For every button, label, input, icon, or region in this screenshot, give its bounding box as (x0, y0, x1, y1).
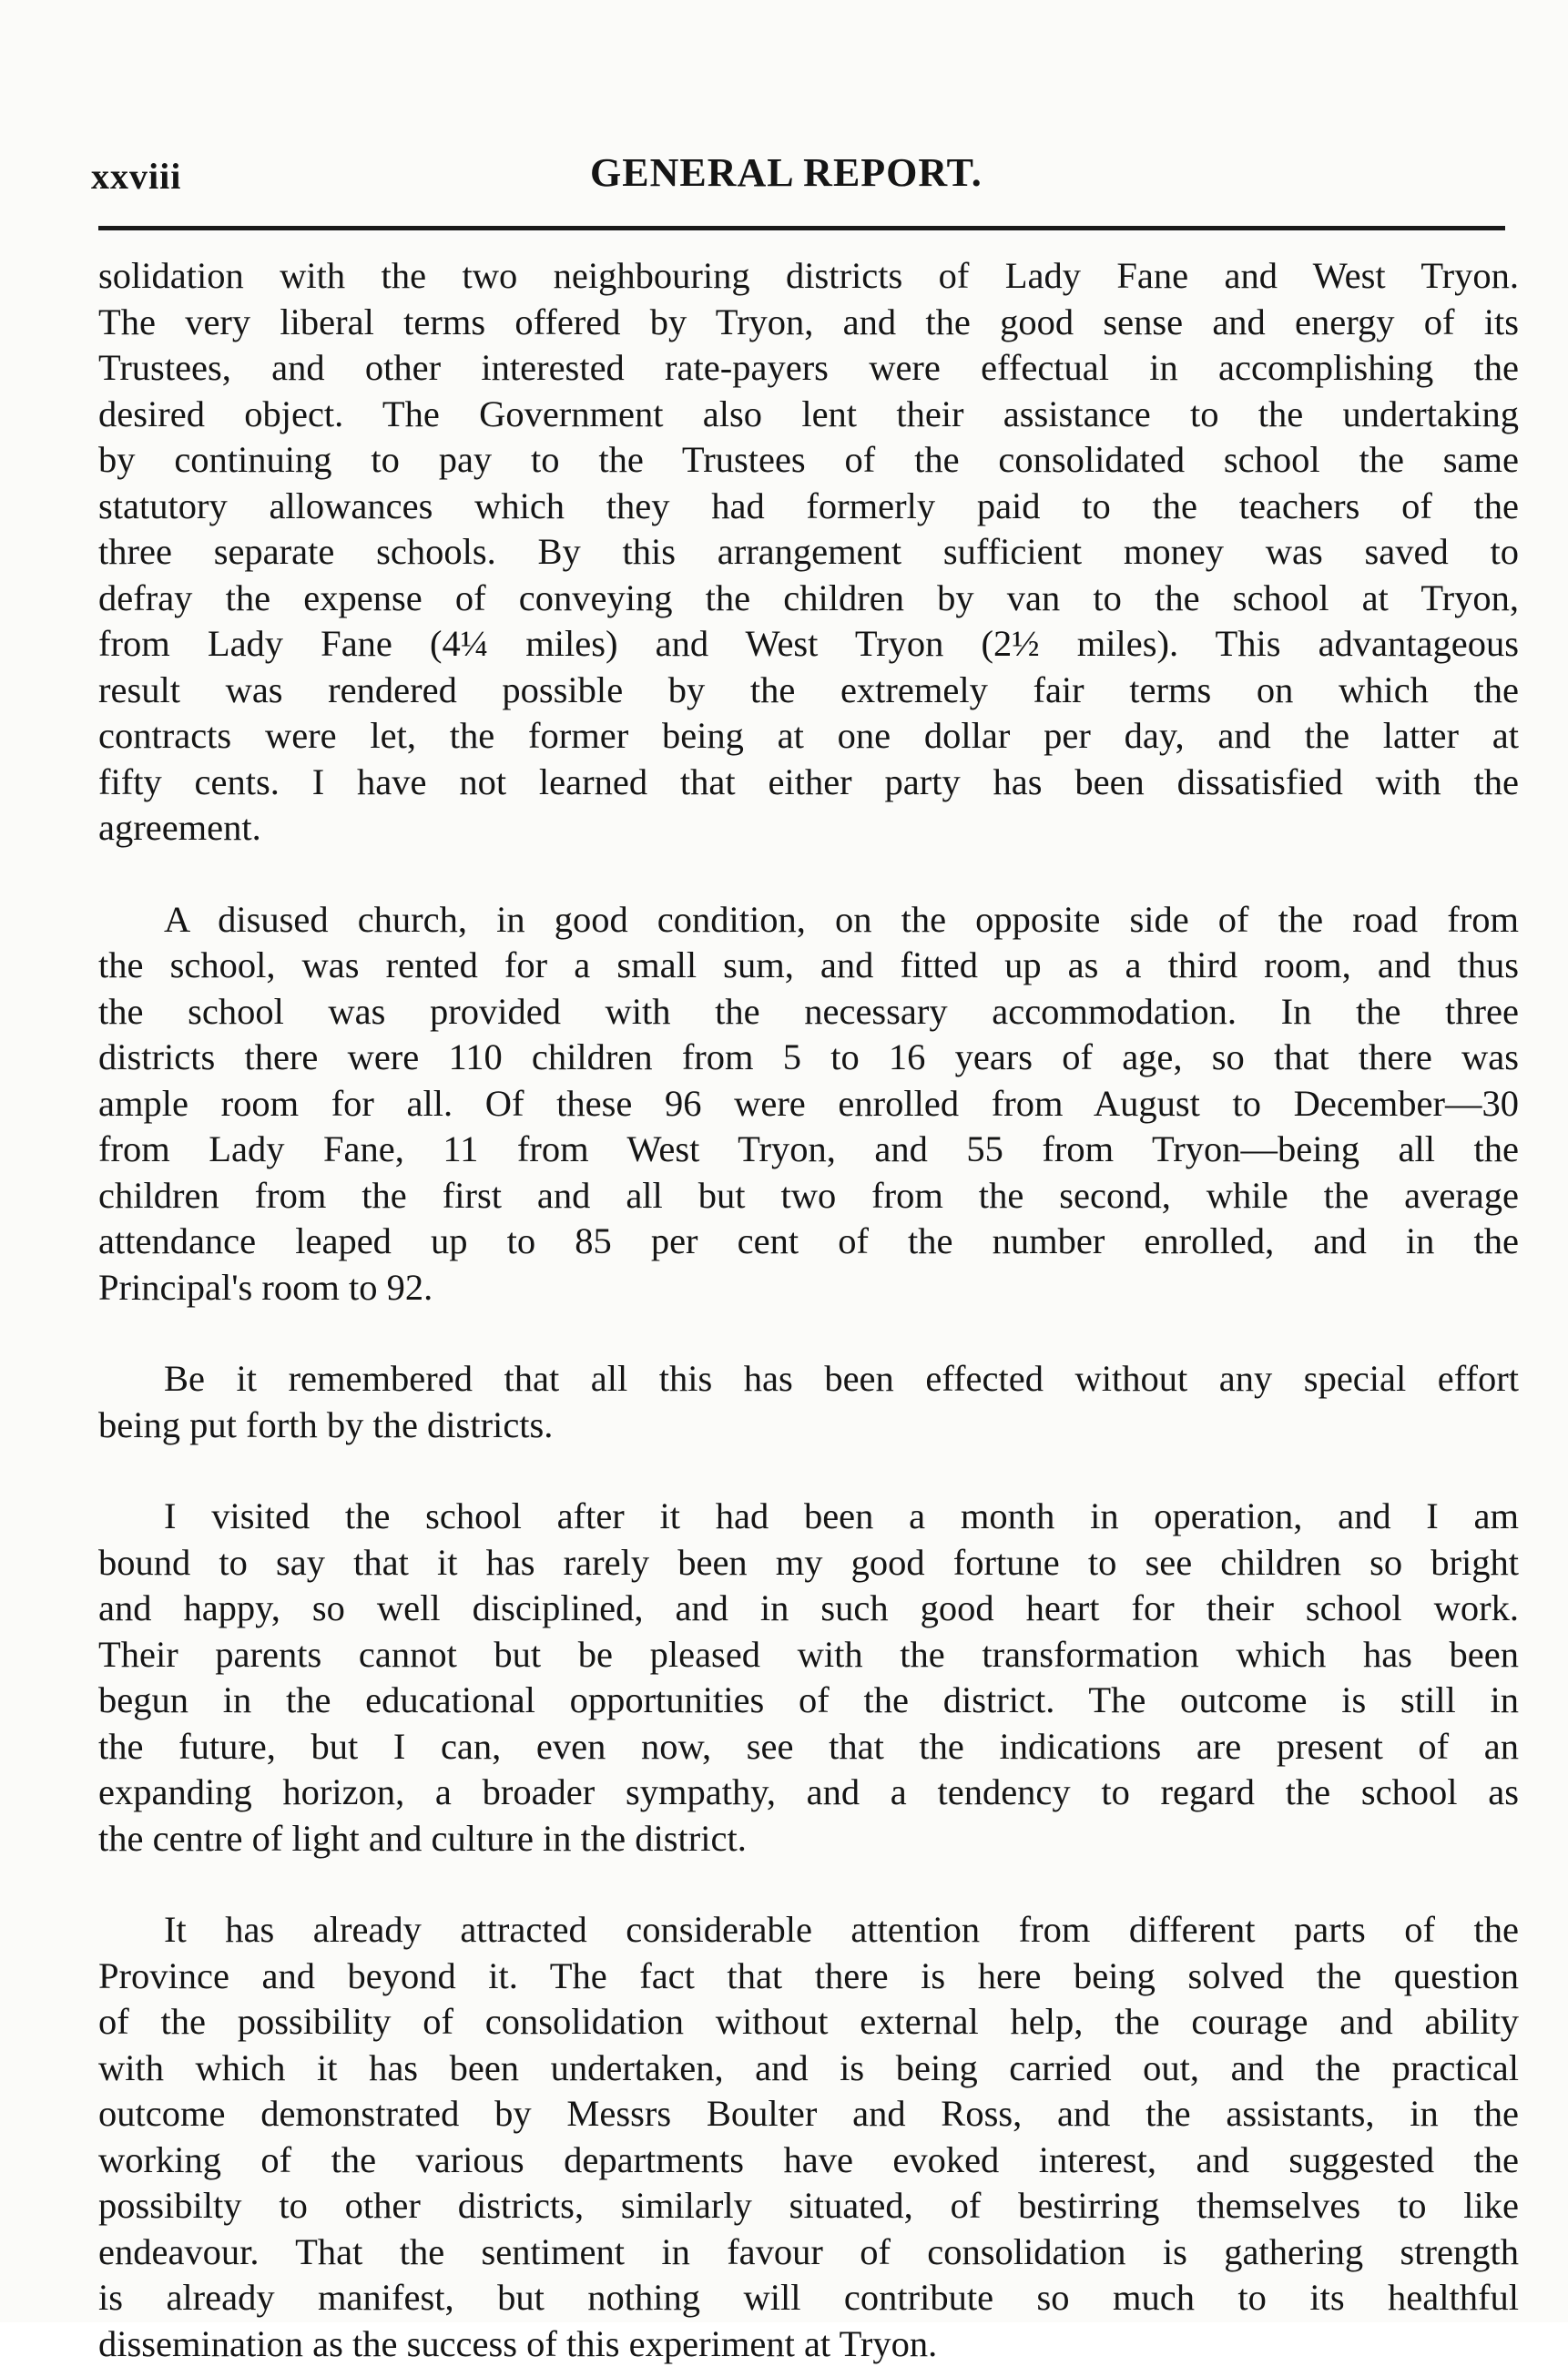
text-line: dissemination as the success of this experiment at Tryon. (98, 2321, 1519, 2367)
text-line: result was rendered possible by the extremely fair terms on which the (98, 668, 1519, 714)
text-line: contracts were let, the former being at one dollar per day, and the latter at (98, 713, 1519, 760)
text-line: children from the first and all but two from the second, while the average (98, 1173, 1519, 1219)
text-line: and happy, so well disciplined, and in such good heart for their school work. (98, 1586, 1519, 1632)
text-line: Be it remembered that all this has been effected without any special effort (98, 1356, 1519, 1403)
text-line: defray the expense of conveying the children by van to the school at Tryon, (98, 576, 1519, 622)
paragraph-church (98, 897, 1519, 1311)
paragraph-visit (98, 1494, 1519, 1862)
paragraph-consolidation (98, 253, 1519, 852)
text-line: ample room for all. Of these 96 were enrolled from August to December—30 (98, 1081, 1519, 1127)
text-line: Principal's room to 92. (98, 1265, 1519, 1311)
text-line: the school was provided with the necessary accommodation. In the three (98, 989, 1519, 1036)
text-line: working of the various departments have evoked interest, and suggested the (98, 2137, 1519, 2184)
text-line: It has already attracted considerable attention from different parts of the (98, 1907, 1519, 1954)
text-line: outcome demonstrated by Messrs Boulter and Ross, and the assistants, in the (98, 2091, 1519, 2137)
text-line: fifty cents. I have not learned that either party has been dissatisfied with the (98, 760, 1519, 806)
text-line: solidation with the two neighbouring districts of Lady Fane and West Tryon. (98, 253, 1519, 300)
text-line: of the possibility of consolidation without external help, the courage and ability (98, 1999, 1519, 2046)
text-line: bound to say that it has rarely been my good fortune to see children so bright (98, 1540, 1519, 1587)
text-line: possibilty to other districts, similarly situated, of bestirring themselves to like (98, 2183, 1519, 2229)
running-head-title: GENERAL REPORT. (590, 149, 983, 196)
text-line: the future, but I can, even now, see that the indications are present of an (98, 1724, 1519, 1770)
text-line: the school, was rented for a small sum, and fitted up as a third room, and thus (98, 943, 1519, 989)
text-line: The very liberal terms offered by Tryon, and the good sense and energy of its (98, 300, 1519, 346)
text-line: from Lady Fane (4¼ miles) and West Tryon (2½ miles). This advantageous (98, 621, 1519, 668)
text-line: A disused church, in good condition, on the opposite side of the road from (98, 897, 1519, 944)
page-header (91, 146, 1512, 209)
text-line: attendance leaped up to 85 per cent of the number enrolled, and in the (98, 1219, 1519, 1265)
text-line: Province and beyond it. The fact that there is here being solved the question (98, 1954, 1519, 2000)
text-line: Their parents cannot but be pleased with the transformation which has been (98, 1632, 1519, 1678)
page-number: xxviii (91, 155, 181, 198)
text-line: desired object. The Government also lent their assistance to the undertaking (98, 392, 1519, 438)
text-line: agreement. (98, 805, 1519, 852)
report-body (98, 253, 1519, 2367)
text-line: districts there were 110 children from 5 to 16 years of age, so that there was (98, 1035, 1519, 1081)
paragraph-attention (98, 1907, 1519, 2367)
text-line: statutory allowances which they had formerly paid to the teachers of the (98, 484, 1519, 530)
text-line: expanding horizon, a broader sympathy, and a tendency to regard the school as (98, 1770, 1519, 1816)
text-line: begun in the educational opportunities of the district. The outcome is still in (98, 1678, 1519, 1724)
text-line: is already manifest, but nothing will contribute so much to its healthful (98, 2275, 1519, 2321)
text-line: by continuing to pay to the Trustees of the consolidated school the same (98, 437, 1519, 484)
text-line: I visited the school after it had been a month in operation, and I am (98, 1494, 1519, 1540)
header-rule (98, 226, 1505, 230)
text-line: with which it has been undertaken, and is being carried out, and the practical (98, 2046, 1519, 2092)
text-line: Trustees, and other interested rate-payers were effectual in accomplishing the (98, 345, 1519, 392)
text-line: from Lady Fane, 11 from West Tryon, and 55 from Tryon—being all the (98, 1127, 1519, 1173)
paragraph-remembered (98, 1356, 1519, 1448)
text-line: being put forth by the districts. (98, 1403, 1519, 1449)
text-line: three separate schools. By this arrangement sufficient money was saved to (98, 529, 1519, 576)
text-line: the centre of light and culture in the district. (98, 1816, 1519, 1862)
text-line: endeavour. That the sentiment in favour of consolidation is gathering strength (98, 2229, 1519, 2276)
